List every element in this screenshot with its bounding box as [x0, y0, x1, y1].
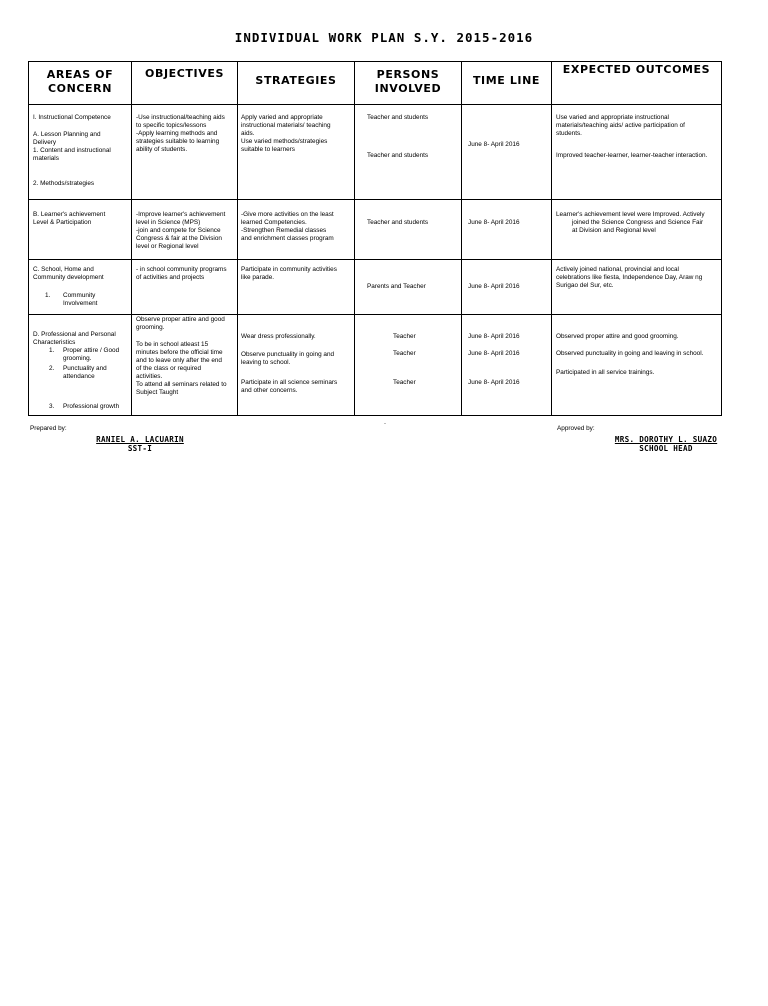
outcome-text: at Division and Regional level — [572, 227, 656, 234]
strategies-cell — [238, 315, 355, 416]
objective-text: of activities and projects — [136, 274, 205, 281]
page-title: INDIVIDUAL WORK PLAN S.Y. 2015-2016 — [234, 30, 534, 45]
strategies-cell — [238, 105, 355, 200]
objective-text: -Use instructional/teaching aids — [136, 114, 225, 121]
timeline-cell — [462, 105, 552, 200]
table-row — [29, 105, 722, 200]
outcome-text: Improved teacher-learner, learner-teacher interaction. — [556, 152, 708, 159]
timeline-text: June 8- April 2016 — [468, 333, 520, 340]
area-cell — [29, 105, 132, 200]
area-text: 2. Methods/strategies — [33, 180, 95, 187]
preparer-signature-block — [80, 435, 200, 453]
objective-text: ability of students. — [136, 146, 188, 153]
area-text: 1. — [45, 292, 51, 299]
objective-text: strategies suitable to learning — [136, 138, 220, 145]
header-expected-outcomes: EXPECTED OUTCOMES — [552, 62, 722, 105]
outcome-text: Observed proper attire and good grooming. — [556, 333, 679, 340]
outcome-text: students. — [556, 130, 582, 137]
header-objectives: OBJECTIVES — [132, 62, 238, 105]
header-row — [29, 62, 722, 105]
outcomes-cell — [552, 260, 722, 315]
area-text: Punctuality and — [63, 365, 107, 372]
outcome-text: Actively joined national, provincial and local — [556, 266, 679, 273]
area-text: materials — [33, 155, 59, 162]
approver-signature-block — [604, 435, 728, 453]
persons-text: Parents and Teacher — [367, 283, 426, 290]
objective-text: activities. — [136, 373, 163, 380]
area-cell — [29, 200, 132, 260]
strategy-text: -Strengthen Remedial classes — [241, 227, 327, 234]
area-text: Proper attire / Good — [63, 347, 120, 354]
timeline-cell — [462, 260, 552, 315]
area-text: attendance — [63, 373, 95, 380]
objective-text: and to leave only after the end — [136, 357, 222, 364]
header-strategies: STRATEGIES — [238, 62, 355, 105]
persons-text: Teacher and students — [367, 219, 429, 226]
area-cell — [29, 315, 132, 416]
objectives-cell — [132, 315, 238, 416]
strategy-text: Wear dress professionally. — [241, 333, 316, 340]
outcome-text: Use varied and appropriate instructional — [556, 114, 669, 121]
objective-text: -join and compete for Science — [136, 227, 221, 234]
strategy-text: Observe punctuality in going and — [241, 351, 335, 358]
prepared-by-label: Prepared by: — [30, 425, 67, 432]
area-text: 1. — [49, 347, 55, 354]
strategies-cell — [238, 200, 355, 260]
objective-text: -Improve learner's achievement — [136, 211, 226, 218]
timeline-text: June 8- April 2016 — [468, 350, 520, 357]
outcome-text: Learner's achievement level were Improved. Actively — [556, 211, 705, 218]
timeline-text: June 8- April 2016 — [468, 283, 520, 290]
outcome-text: Surigao del Sur, etc. — [556, 282, 614, 289]
header-persons-involved: PERSONS INVOLVED — [355, 62, 462, 105]
stray-mark: ` — [384, 423, 387, 430]
outcome-text: celebrations like fiesta, Independence Day, Araw ng — [556, 274, 703, 281]
area-text: I. Instructional Competence — [33, 114, 111, 121]
strategy-text: Participate in all science seminars — [241, 379, 338, 386]
area-text: 3. — [49, 403, 55, 410]
area-text: C. School, Home and — [33, 266, 94, 273]
area-text: D. Professional and Personal — [33, 331, 116, 338]
objectives-cell — [132, 260, 238, 315]
outcome-text: Participated in all service trainings. — [556, 369, 655, 376]
strategy-text: and other concerns. — [241, 387, 298, 394]
strategy-text: and enrichment classes program — [241, 235, 334, 242]
timeline-cell — [462, 315, 552, 416]
persons-text: Teacher — [393, 350, 416, 357]
area-text: Involvement — [63, 300, 98, 307]
header-time-line: TIME LINE — [462, 62, 552, 105]
area-text: A. Lesson Planning and — [33, 131, 101, 138]
area-text: Characteristics — [33, 339, 76, 346]
outcome-text: joined the Science Congress and Science Fair — [572, 219, 704, 226]
area-text: Community development — [33, 274, 104, 281]
objective-text: Congress & fair at the Division — [136, 235, 222, 242]
preparer-name: RANIEL A. LACUARIN — [96, 435, 184, 444]
persons-text: Teacher — [393, 379, 416, 386]
objective-text: To be in school atleast 15 — [136, 341, 209, 348]
objective-text: minutes before the official time — [136, 349, 223, 356]
approved-by-label: Approved by: — [557, 425, 595, 432]
timeline-text: June 8- April 2016 — [468, 219, 520, 226]
outcome-text: Observed punctuality in going and leaving in school. — [556, 350, 704, 357]
objectives-cell — [132, 105, 238, 200]
strategies-cell — [238, 260, 355, 315]
approver-title: SCHOOL HEAD — [639, 444, 693, 453]
strategy-text: suitable to learners — [241, 146, 295, 153]
strategy-text: -Give more activities on the least — [241, 211, 334, 218]
area-cell — [29, 260, 132, 315]
objective-text: level in Science (MPS) — [136, 219, 201, 226]
objective-text: to specific topics/lessons — [136, 122, 207, 129]
objectives-cell — [132, 200, 238, 260]
timeline-text: June 8- April 2016 — [468, 141, 520, 148]
outcomes-cell — [552, 200, 722, 260]
strategy-text: learned Competencies. — [241, 219, 307, 226]
objective-text: - in school community programs — [136, 266, 227, 273]
objective-text: -Apply learning methods and — [136, 130, 218, 137]
objective-text: Subject Taught — [136, 389, 179, 396]
area-text: Delivery — [33, 139, 57, 146]
objective-text: To attend all seminars related to — [136, 381, 227, 388]
strategy-text: Use varied methods/strategies — [241, 138, 328, 145]
objective-text: Observe proper attire and good — [136, 316, 225, 323]
area-text: grooming. — [63, 355, 92, 362]
approver-name: MRS. DOROTHY L. SUAZO — [614, 435, 718, 444]
strategy-text: aids. — [241, 130, 255, 137]
area-text: Professional growth — [63, 403, 120, 410]
timeline-cell — [462, 200, 552, 260]
timeline-text: June 8- April 2016 — [468, 379, 520, 386]
area-text: B. Learner's achievement — [33, 211, 106, 218]
strategy-text: Apply varied and appropriate — [241, 114, 323, 121]
objective-text: grooming. — [136, 324, 165, 331]
persons-text: Teacher — [393, 333, 416, 340]
persons-cell — [355, 200, 462, 260]
objective-text: of the class or required — [136, 365, 202, 372]
strategy-text: Participate in community activities — [241, 266, 337, 273]
area-text: Community — [63, 292, 96, 299]
persons-cell — [355, 315, 462, 416]
table-row — [29, 200, 722, 260]
work-plan-table — [28, 61, 722, 416]
persons-cell — [355, 260, 462, 315]
outcomes-cell — [552, 315, 722, 416]
strategy-text: instructional materials/ teaching — [241, 122, 331, 129]
header-areas-of-concern: AREAS OF CONCERN — [29, 62, 132, 105]
outcome-text: materials/teaching aids/ active participation of — [556, 122, 685, 129]
strategy-text: like parade. — [241, 274, 275, 281]
table-row — [29, 260, 722, 315]
preparer-title: SST-I — [127, 444, 153, 453]
area-text: Level & Participation — [33, 219, 92, 226]
persons-text: Teacher and students — [367, 114, 429, 121]
persons-text: Teacher and students — [367, 152, 429, 159]
objective-text: level or Regional level — [136, 243, 199, 250]
persons-cell — [355, 105, 462, 200]
area-text: 1. Content and instructional — [33, 147, 111, 154]
table-row — [29, 315, 722, 416]
strategy-text: leaving to school. — [241, 359, 291, 366]
outcomes-cell — [552, 105, 722, 200]
area-text: 2. — [49, 365, 55, 372]
